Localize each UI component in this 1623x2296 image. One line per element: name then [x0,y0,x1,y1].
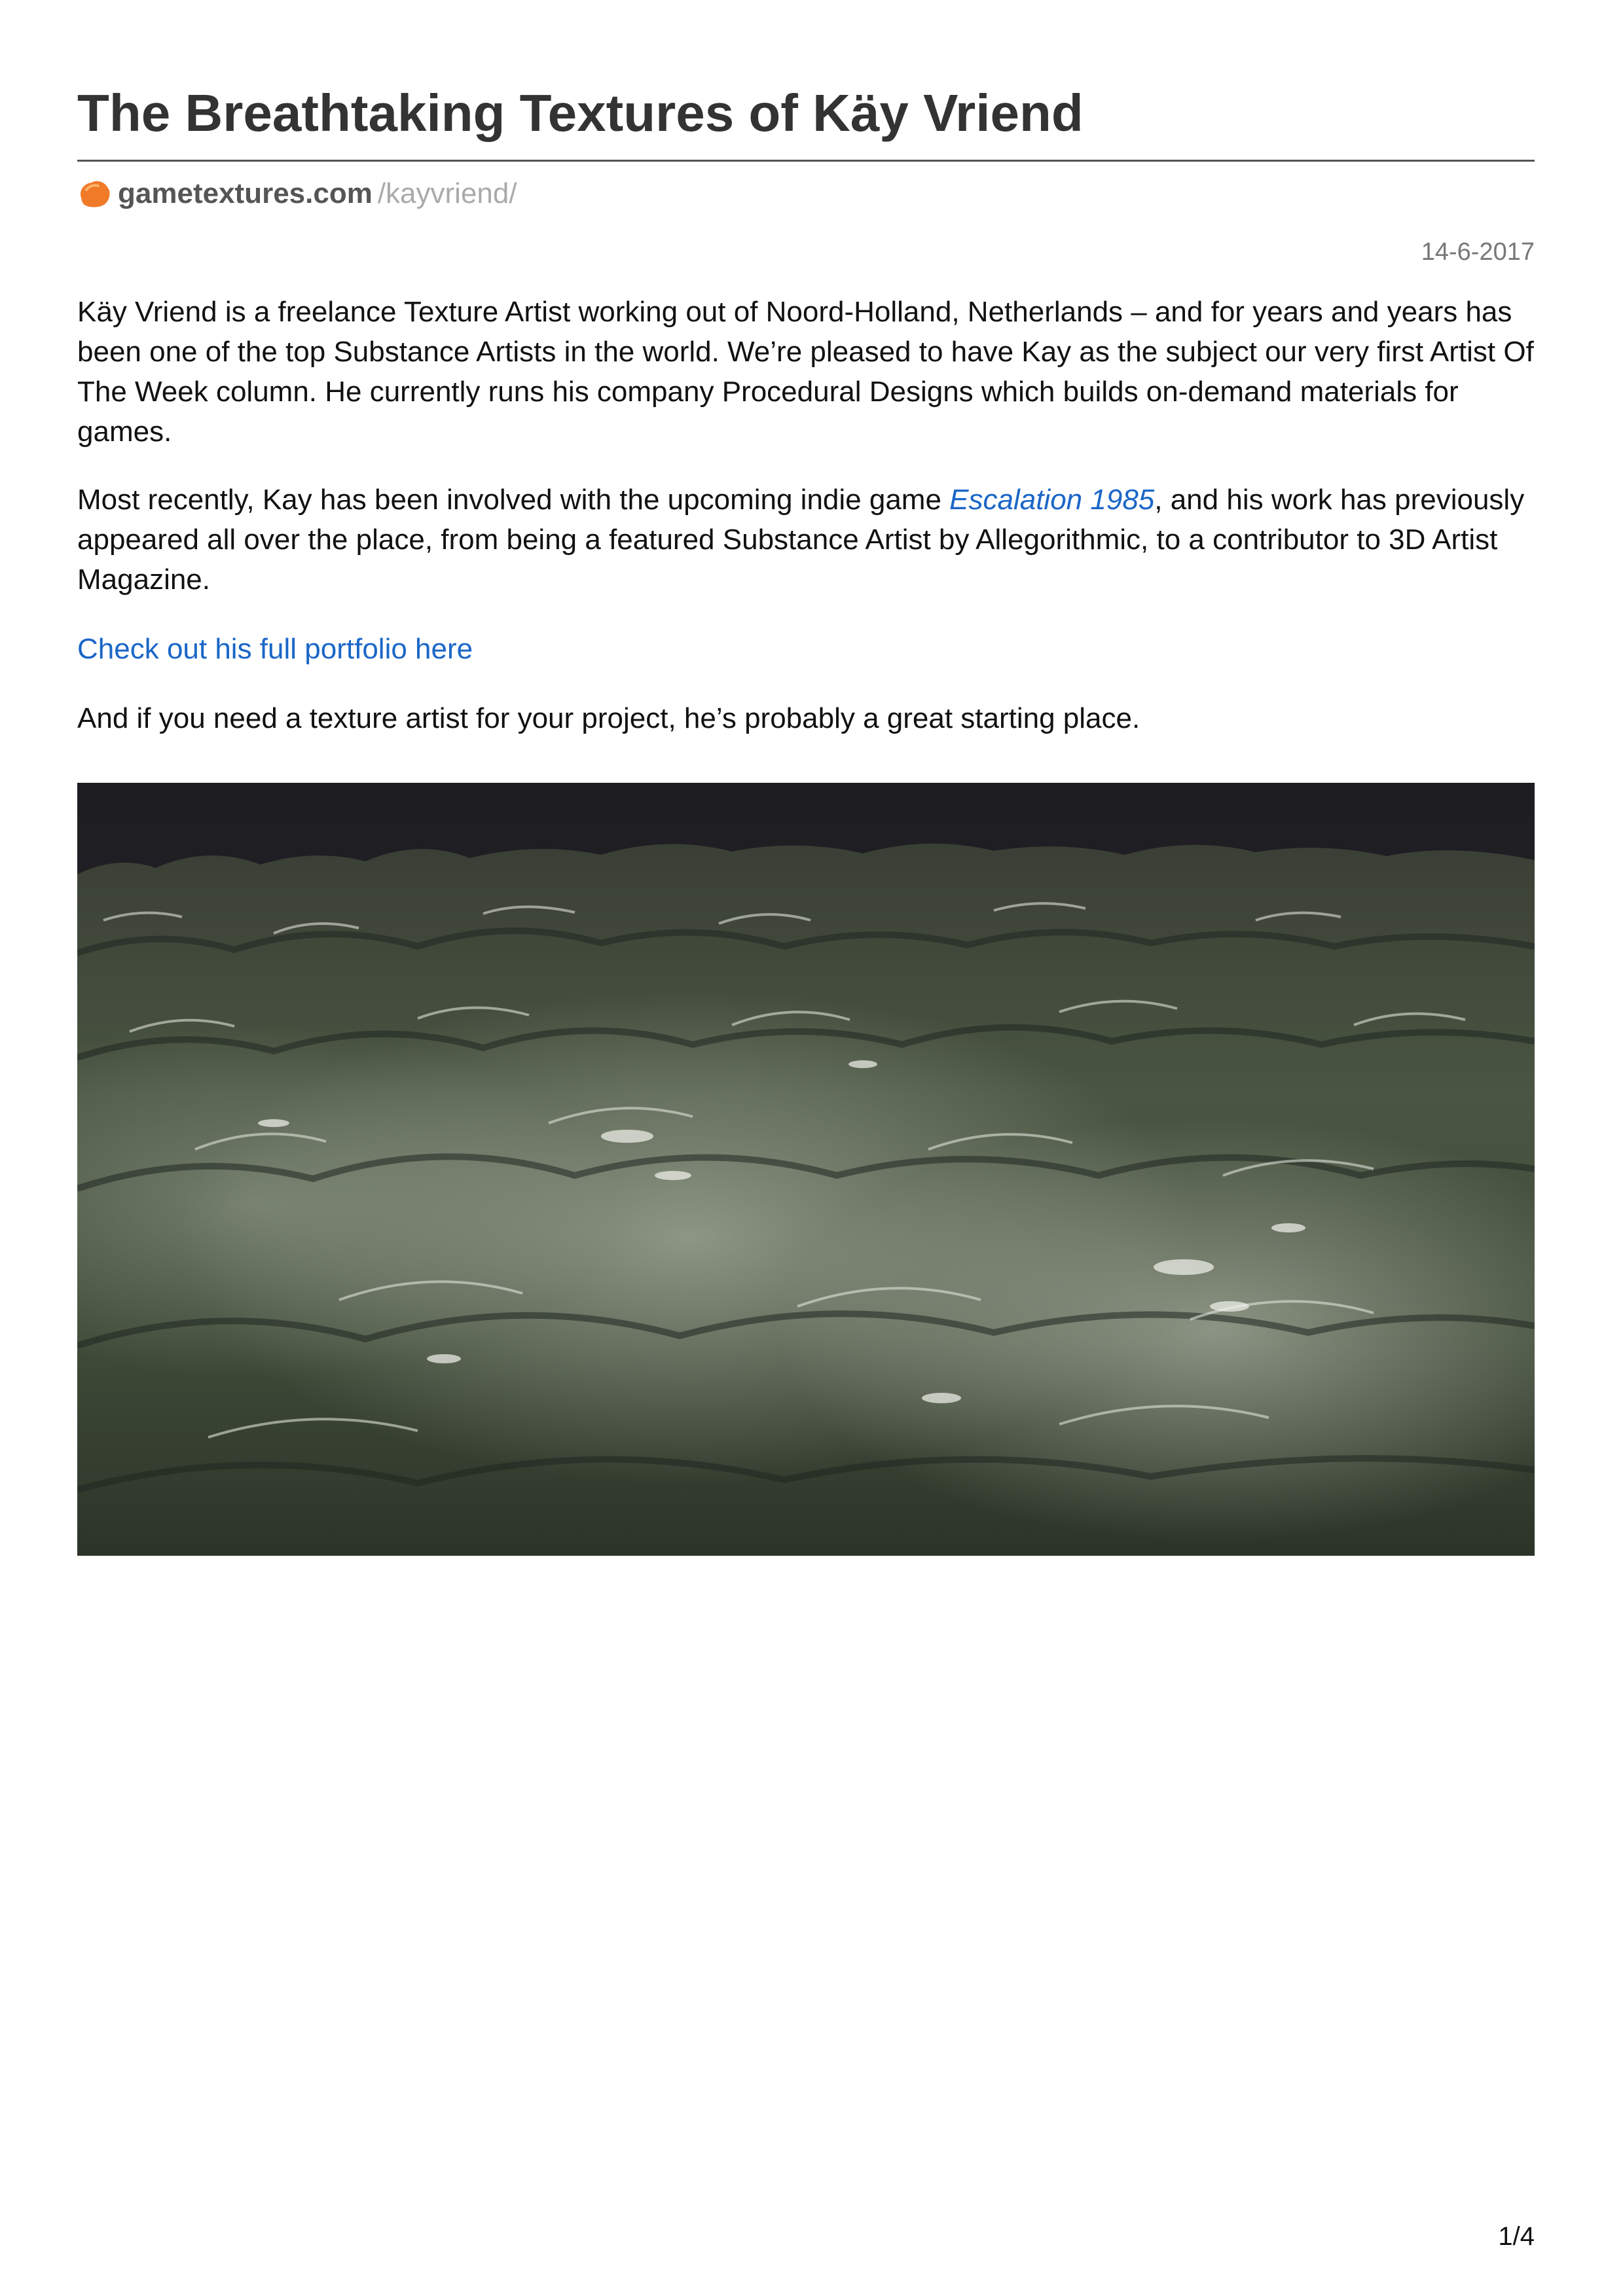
recent-work-text-end: , and his work has previously appeared all over the place, from being a featured Substance Artist by Allegorithmic, to a contributor to 3D Artist Magazine. [77,484,1525,596]
article-title: The Breathtaking Textures of Käy Vriend [77,84,1084,142]
portfolio-paragraph [77,629,1535,669]
intro-paragraph: Käy Vriend is a freelance Texture Artist working out of Noord-Holland, Netherlands – and for years and years has been one of the top Substance Artists in the world. We’re pleased to have Kay as the subject our very first Artist Of The Week column. He currently runs his company Procedural Designs which builds on-demand materials for games. [77,296,1534,448]
title-divider [77,160,1535,162]
source-line [77,174,517,213]
hire-paragraph: And if you need a texture artist for your project, he’s probably a great starting place. [77,702,1140,734]
orange-blob-logo-icon [77,178,111,209]
source-path[interactable]: /kayvriend/ [377,177,517,209]
escalation-1985-link[interactable]: Escalation 1985 [949,484,1155,516]
portfolio-link[interactable]: Check out his full portfolio here [77,633,473,665]
recent-work-paragraph [77,480,1535,600]
publish-date: 14-6-2017 [1421,238,1535,266]
recent-work-text-start: Most recently, Kay has been involved with the upcoming indie game [77,484,950,516]
page-number: 1/4 [1498,2222,1535,2251]
document-page [77,0,1535,2296]
source-domain[interactable]: gametextures.com [118,177,373,209]
water-texture-image [77,783,1535,1556]
